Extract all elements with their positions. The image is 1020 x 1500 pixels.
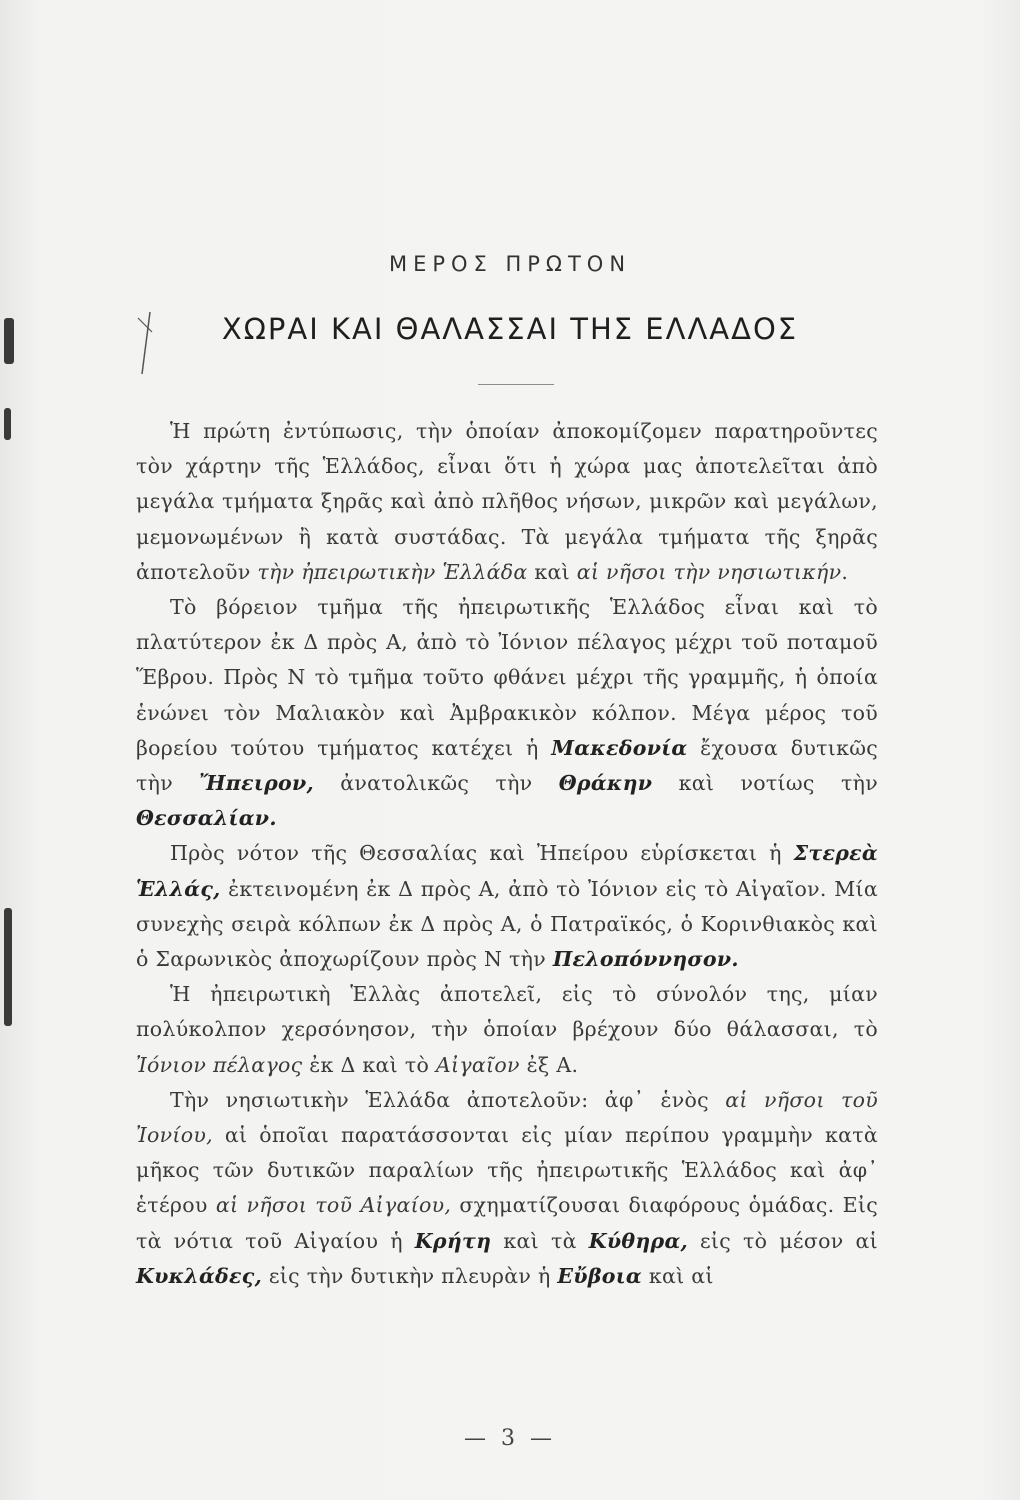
- binding-mark: [4, 408, 11, 440]
- paragraph: Ἡ ἠπειρωτικὴ Ἑλλὰς ἀποτελεῖ, εἰς τὸ σύνολόν της, μίαν πολύκολπον χερσόνησον, τὴν ὁποίαν βρέχουν δύο θάλασσαι, τὸ Ἰόνιον πέλαγος ἐκ Δ καὶ τὸ Αἰγαῖον ἐξ Α.: [136, 982, 878, 1077]
- title-divider: [478, 384, 554, 385]
- page-number: — 3 —: [464, 1426, 556, 1451]
- paragraph: Πρὸς νότον τῆς Θεσσαλίας καὶ Ἠπείρου εὑρίσκεται ἡ Στερεὰ Ἑλλάς, ἐκτεινομένη ἐκ Δ πρὸς Α, ἀπὸ τὸ Ἰόνιον εἰς τὸ Αἰγαῖον. Μία συνεχὴς σειρὰ κόλπων ἐκ Δ πρὸς Α, ὁ Πατραϊκός, ὁ Κορινθιακὸς καὶ ὁ Σαρωνικὸς ἀποχωρίζουν πρὸς Ν τὴν Πελοπόννησον.: [136, 841, 878, 972]
- section-label: ΜΕΡΟΣ ΠΡΩΤΟΝ: [388, 252, 632, 276]
- binding-mark: [4, 908, 12, 1026]
- paragraph: Ἡ πρώτη ἐντύπωσις, τὴν ὁποίαν ἀποκομίζομεν παρατηροῦντες τὸν χάρτην τῆς Ἑλλάδος, εἶναι ὅτι ἡ χώρα μας ἀποτελεῖται ἀπὸ μεγάλα τμήματα ξηρᾶς καὶ ἀπὸ πλῆθος νήσων, μικρῶν καὶ μεγάλων, μεμονωμένων ἢ κατὰ συστάδας. Τὰ μεγάλα τμήματα τῆς ξηρᾶς ἀποτελοῦν τὴν ἠπειρωτικὴν Ἑλλάδα καὶ αἱ νῆσοι τὴν νησιωτικήν.: [136, 419, 878, 584]
- body-text: [136, 414, 878, 1294]
- paragraph: Τὸ βόρειον τμῆμα τῆς ἠπειρωτικῆς Ἑλλάδος εἶναι καὶ τὸ πλατύτερον ἐκ Δ πρὸς Α, ἀπὸ τὸ Ἰόνιον πέλαγος μέχρι τοῦ ποταμοῦ Ἕβρου. Πρὸς Ν τὸ τμῆμα τοῦτο φθάνει μέχρι τῆς γραμμῆς, ἡ ὁποία ἑνώνει τὸν Μαλιακὸν καὶ Ἀμβρακικὸν κόλπον. Μέγα μέρος τοῦ βορείου τούτου τμήματος κατέχει ἡ Μακεδονία ἔχουσα δυτικῶς τὴν Ἤπειρον, ἀνατολικῶς τὴν Θράκην καὶ νοτίως τὴν Θεσσαλίαν.: [136, 595, 878, 831]
- paragraph: Τὴν νησιωτικὴν Ἑλλάδα ἀποτελοῦν: ἀφ᾿ ἑνὸς αἱ νῆσοι τοῦ Ἰονίου, αἱ ὁποῖαι παρατάσσονται εἰς μίαν περίπου γραμμὴν κατὰ μῆκος τῶν δυτικῶν παραλίων τῆς ἠπειρωτικῆς Ἑλλάδος καὶ ἀφ᾿ ἑτέρου αἱ νῆσοι τοῦ Αἰγαίου, σχηματίζουσαι διαφόρους ὁμάδας. Εἰς τὰ νότια τοῦ Αἰγαίου ἡ Κρήτη καὶ τὰ Κύθηρα, εἰς τὸ μέσον αἱ Κυκλάδες, εἰς τὴν δυτικὴν πλευρὰν ἡ Εὔβοια καὶ αἱ: [136, 1087, 879, 1288]
- chapter-title: ΧΩΡΑΙ ΚΑΙ ΘΑΛΑΣΣΑΙ ΤΗΣ ΕΛΛΑΔΟΣ: [221, 312, 799, 346]
